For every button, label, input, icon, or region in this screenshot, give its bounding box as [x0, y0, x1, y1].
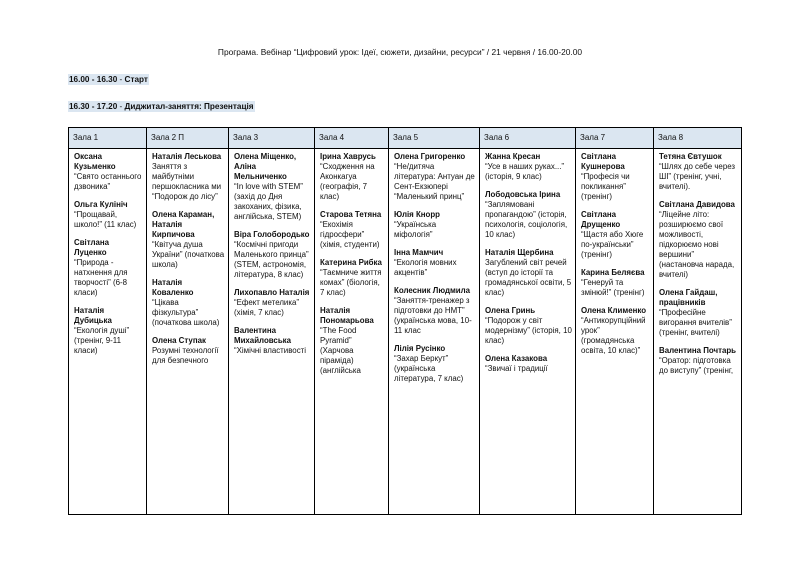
talk-description: “Щастя або Хюге по-українськи” (тренінг) — [581, 230, 644, 259]
speaker-name: Світлана Кушнерова — [581, 152, 625, 171]
speaker-entry — [394, 344, 476, 384]
room-header: Зала 2 П — [147, 128, 229, 149]
session-demo: 16.30 - 17.20 - Диджитал-заняття: Презентація — [69, 102, 254, 111]
talk-description: “Сходження на Аконкагуа (географія, 7 клас) — [320, 162, 375, 201]
speaker-name: Олена Казакова — [485, 354, 548, 363]
speaker-name: Валентина Михайловська — [234, 326, 292, 345]
speaker-entry — [320, 306, 385, 376]
speaker-name: Олена Міщенко, Аліна Мельниченко — [234, 152, 297, 181]
speaker-name: Ірина Хаврусь — [320, 152, 376, 161]
speaker-entry — [581, 306, 650, 356]
room-header: Зала 7 — [576, 128, 654, 149]
speaker-entry — [485, 248, 572, 298]
talk-description: “Антикорупційний урок” (громадянська освіта, 10 клас)” — [581, 316, 646, 355]
speaker-name: Катерина Рибка — [320, 258, 382, 267]
talk-description: “Ефект метелика” (хімія, 7 клас) — [234, 298, 299, 317]
room-column — [654, 149, 742, 515]
speaker-entry — [485, 152, 572, 182]
speaker-entry — [485, 354, 572, 374]
speaker-name: Наталія Леськова — [152, 152, 222, 161]
speaker-entry — [581, 210, 650, 260]
speaker-name: Наталія Коваленко — [152, 278, 194, 297]
speaker-name: Лілія Русінко — [394, 344, 446, 353]
talk-description: “Генеруй та змінюй!” (тренінг) — [581, 278, 645, 297]
talk-description: Заняття з майбутніми першокласника ми “Подорож до лісу” — [152, 162, 222, 201]
speaker-entry — [152, 210, 225, 270]
session-label: Старт — [124, 75, 148, 84]
room-header: Зала 3 — [229, 128, 315, 149]
room-header: Зала 5 — [389, 128, 480, 149]
room-content-row — [69, 149, 742, 515]
room-column — [147, 149, 229, 515]
speaker-entry — [234, 288, 311, 318]
speaker-entry — [485, 190, 572, 240]
speaker-name: Інна Мамчич — [394, 248, 444, 257]
session-time: 16.00 - 16.30 — [69, 75, 118, 84]
speaker-name: Карина Беляєва — [581, 268, 645, 277]
speaker-entry — [394, 248, 476, 278]
talk-description: “Цікава фізкультура” (початкова школа) — [152, 298, 220, 327]
talk-description: “Професія чи покликання” (тренінг) — [581, 172, 630, 201]
room-header: Зала 4 — [315, 128, 389, 149]
speaker-name: Віра Голобородько — [234, 230, 310, 239]
speaker-entry — [152, 336, 225, 366]
talk-description: “Космічні пригоди Маленького принца” (STEM, астрономія, література, 8 клас) — [234, 240, 309, 279]
speaker-entry — [659, 288, 738, 338]
talk-description: “Ліцейне літо: розширюємо свої можливості, підкорюємо нові вершини” (настановча нарада, вчителі) — [659, 210, 735, 279]
session-start: 16.00 - 16.30 - Старт — [69, 75, 148, 84]
talk-description: “Природа - натхнення для творчості” (6-8 класи) — [74, 258, 128, 297]
room-column — [69, 149, 147, 515]
room-header: Зала 6 — [480, 128, 576, 149]
talk-description: Загублений світ речей (вступ до історії та громадянської освіти, 5 клас) — [485, 258, 572, 297]
speaker-name: Колесник Людмила — [394, 286, 471, 295]
speaker-entry — [581, 268, 650, 298]
speaker-entry — [234, 152, 311, 222]
speaker-entry — [320, 258, 385, 298]
talk-description: “Професійне вигорання вчителів” (тренінг, вчителі) — [659, 308, 732, 337]
speaker-name: Світлана Друщенко — [581, 210, 621, 229]
talk-description: “Заплямовані пропагандою” (історія, психологія, соціологія, 10 клас) — [485, 200, 568, 239]
speaker-entry — [485, 306, 572, 346]
session-time: 16.30 - 17.20 — [69, 102, 118, 111]
talk-description: “Екохімія гідросфери” (хімія, студенти) — [320, 220, 380, 249]
speaker-entry — [394, 286, 476, 336]
talk-description: “Прощавай, школо!” (11 клас) — [74, 210, 137, 229]
room-header-row — [69, 128, 742, 149]
talk-description: “Таємниче життя комах” (біологія, 7 клас) — [320, 268, 382, 297]
speaker-name: Олена Гринь — [485, 306, 536, 315]
speaker-entry — [152, 278, 225, 328]
room-column — [480, 149, 576, 515]
schedule-table — [68, 127, 742, 515]
talk-description: “Українська міфологія” — [394, 220, 437, 239]
talk-description: “Екологія душі” (тренінг, 9-11 класи) — [74, 326, 130, 355]
talk-description: “Подорож у світ модернізму” (історія, 10 клас) — [485, 316, 572, 345]
talk-description: “Усе в наших руках...” (історія, 9 клас) — [485, 162, 565, 181]
speaker-entry — [320, 152, 385, 202]
talk-description: “Хімічні властивості — [234, 346, 307, 355]
speaker-entry — [320, 210, 385, 250]
speaker-name: Тетяна Євтушок — [659, 152, 722, 161]
speaker-entry — [659, 152, 738, 192]
speaker-name: Олена Гайдаш, працівників — [659, 288, 718, 307]
speaker-name: Олена Григоренко — [394, 152, 466, 161]
talk-description: Розумні технології для безпечного — [152, 346, 219, 365]
speaker-name: Валентина Почтарь — [659, 346, 737, 355]
speaker-name: Лихопавло Наталія — [234, 288, 310, 297]
speaker-name: Наталія Дубицька — [74, 306, 112, 325]
session-label: Диджитал-заняття: Презентація — [124, 102, 254, 111]
talk-description: “In love with STEM” (захід до Дня закоханих, фізика, англійська, STEM) — [234, 182, 303, 221]
speaker-name: Олена Клименко — [581, 306, 647, 315]
talk-description: “Оратор: підготовка до виступу” (тренінг, — [659, 356, 734, 375]
room-column — [576, 149, 654, 515]
speaker-name: Світлана Давидова — [659, 200, 735, 209]
speaker-name: Ольга Кулініч — [74, 200, 128, 209]
room-header: Зала 8 — [654, 128, 742, 149]
speaker-name: Лободовська Ірина — [485, 190, 561, 199]
speaker-name: Юлія Кнорр — [394, 210, 440, 219]
speaker-name: Наталія Щербина — [485, 248, 554, 257]
speaker-name: Оксана Кузьменко — [74, 152, 116, 171]
talk-description: “Заняття-тренажер з підготовки до НМТ” (українська мова, 10-11 клас — [394, 296, 472, 335]
speaker-name: Наталія Пономарьова — [320, 306, 374, 325]
talk-description: “Квітуча душа України” (початкова школа) — [152, 240, 225, 269]
talk-description: “Не/дитяча література: Антуан де Сент-Екзюпері “Маленький принц” — [394, 162, 475, 201]
room-column — [389, 149, 480, 515]
speaker-name: Олена Караман, Наталія Кирпичова — [152, 210, 215, 239]
speaker-entry — [74, 200, 143, 230]
room-column — [315, 149, 389, 515]
talk-description: “Шлях до себе через ШІ” (тренінг, учні, вчителі). — [659, 162, 736, 191]
talk-description: “Свято останнього дзвоника” — [74, 172, 142, 191]
talk-description: “The Food Pyramid” (Харчова піраміда) (англійська — [320, 326, 361, 375]
speaker-entry — [74, 152, 143, 192]
speaker-name: Старова Тетяна — [320, 210, 382, 219]
room-column — [229, 149, 315, 515]
room-header: Зала 1 — [69, 128, 147, 149]
talk-description: “Захар Беркут” (українська література, 7 клас) — [394, 354, 464, 383]
speaker-entry — [659, 346, 738, 376]
speaker-name: Жанна Кресан — [485, 152, 541, 161]
speaker-entry — [394, 152, 476, 202]
speaker-entry — [659, 200, 738, 280]
page-title: Програма. Вебінар “Цифровий урок: Ідеї, сюжети, дизайни, ресурси” / 21 червня / 16.00-20.00 — [217, 47, 583, 57]
speaker-entry — [234, 326, 311, 356]
speaker-entry — [394, 210, 476, 240]
speaker-name: Світлана Луценко — [74, 238, 110, 257]
talk-description: “Звичаї і традиції — [485, 364, 548, 373]
speaker-entry — [581, 152, 650, 202]
speaker-entry — [74, 306, 143, 356]
speaker-entry — [152, 152, 225, 202]
speaker-entry — [74, 238, 143, 298]
talk-description: “Екологія мовних акцентів” — [394, 258, 457, 277]
speaker-name: Олена Ступак — [152, 336, 206, 345]
speaker-entry — [234, 230, 311, 280]
